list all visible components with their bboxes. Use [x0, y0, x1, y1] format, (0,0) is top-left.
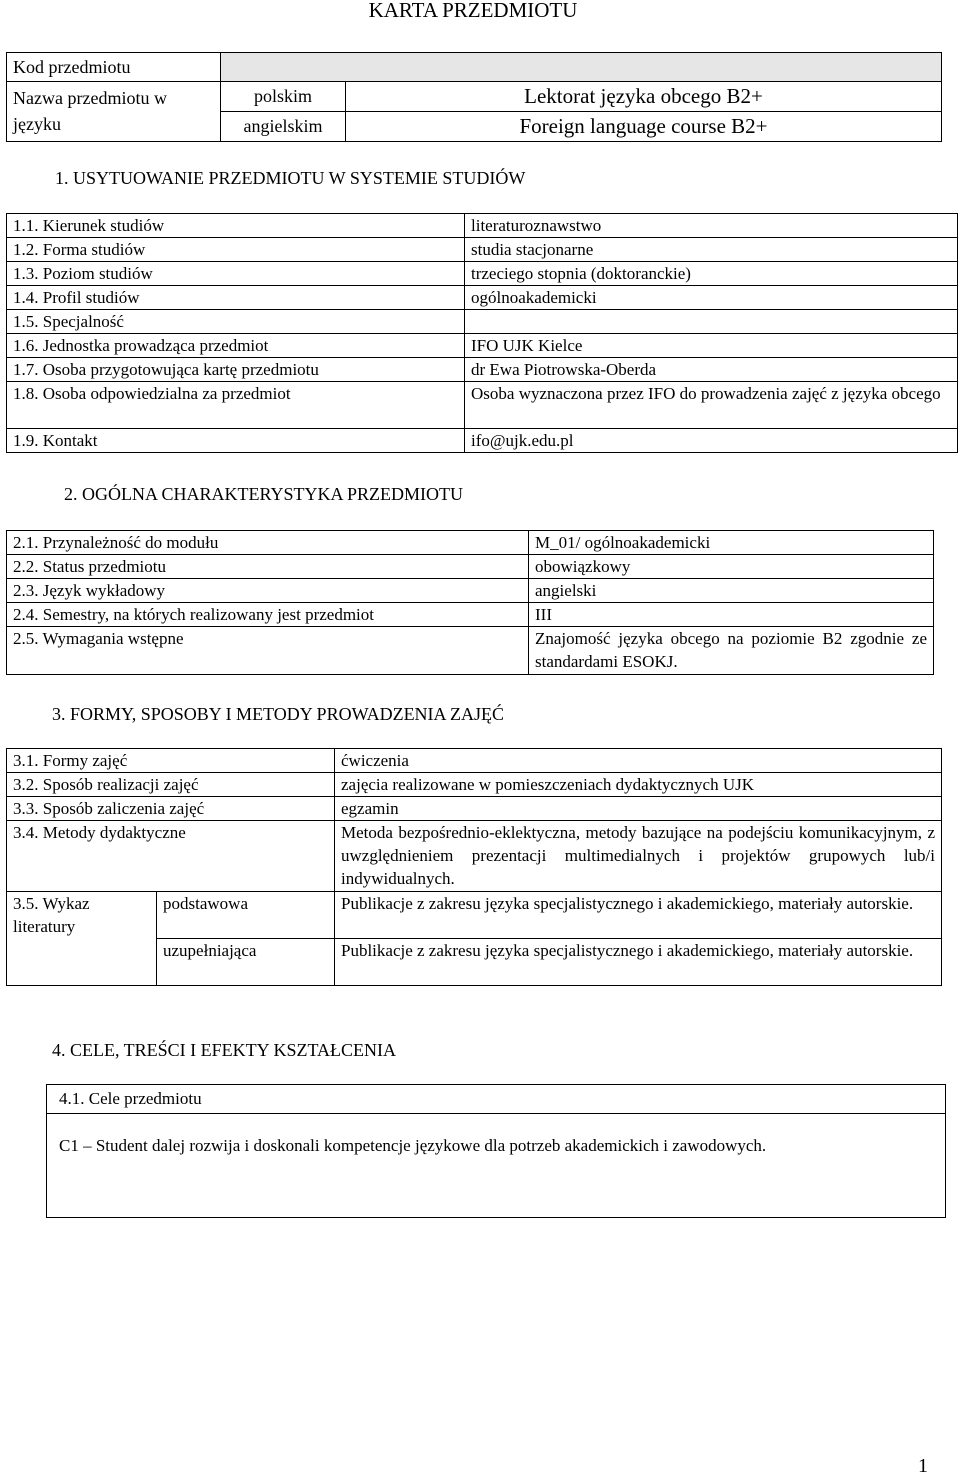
- table-row: [7, 749, 942, 773]
- table-row: [7, 334, 958, 358]
- row-label: 3.1. Formy zajęć: [7, 749, 335, 773]
- row-label: 3.4. Metody dydaktyczne: [7, 821, 335, 892]
- row-label: 1.1. Kierunek studiów: [7, 214, 465, 238]
- row-label: 1.6. Jednostka prowadząca przedmiot: [7, 334, 465, 358]
- section-1-table: [6, 213, 958, 453]
- table-row: [7, 358, 958, 382]
- row-label: 1.3. Poziom studiów: [7, 262, 465, 286]
- row-label: 1.2. Forma studiów: [7, 238, 465, 262]
- table-row: [7, 286, 958, 310]
- row-value: ogólnoakademicki: [465, 286, 958, 310]
- cele-subheading: 4.1. Cele przedmiotu: [47, 1085, 946, 1114]
- table-row: [47, 1114, 946, 1218]
- table-row: [7, 579, 934, 603]
- cele-goal: C1 – Student dalej rozwija i doskonali kompetencje językowe dla potrzeb akademickich i zawodowych.: [47, 1114, 946, 1218]
- literatura-label: 3.5. Wykaz literatury: [7, 892, 157, 986]
- lang-en: angielskim: [221, 112, 346, 142]
- row-value: literaturoznawstwo: [465, 214, 958, 238]
- row-value: Metoda bezpośrednio-eklektyczna, metody bazujące na podejściu komunikacyjnym, z uwzględnieniem prezentacji multimedialnych i projektów grupowych lub/i indywidualnych.: [335, 821, 942, 892]
- name-pl: Lektorat języka obcego B2+: [346, 82, 942, 112]
- nazwa-label: Nazwa przedmiotu w języku: [7, 82, 221, 142]
- row-value: zajęcia realizowane w pomieszczeniach dydaktycznych UJK: [335, 773, 942, 797]
- table-row: [7, 262, 958, 286]
- row-label: 1.4. Profil studiów: [7, 286, 465, 310]
- row-value: Osoba wyznaczona przez IFO do prowadzenia zajęć z języka obcego: [465, 382, 958, 429]
- kod-label: Kod przedmiotu: [7, 53, 221, 82]
- page-title: KARTA PRZEDMIOTU: [368, 0, 578, 22]
- section-2-table: [6, 530, 934, 675]
- table-row: [7, 797, 942, 821]
- section-4-table: [46, 1084, 946, 1218]
- row-value: obowiązkowy: [529, 555, 934, 579]
- row-value: egzamin: [335, 797, 942, 821]
- row-label: 1.5. Specjalność: [7, 310, 465, 334]
- row-value: [465, 310, 958, 334]
- row-value: angielski: [529, 579, 934, 603]
- row-value: IFO UJK Kielce: [465, 334, 958, 358]
- row-label: 2.3. Język wykładowy: [7, 579, 529, 603]
- row-label: 2.1. Przynależność do modułu: [7, 531, 529, 555]
- name-en: Foreign language course B2+: [346, 112, 942, 142]
- table-row: [7, 531, 934, 555]
- row-label: 3.2. Sposób realizacji zajęć: [7, 773, 335, 797]
- section-1-heading: 1. USYTUOWANIE PRZEDMIOTU W SYSTEMIE STUDIÓW: [55, 168, 526, 188]
- table-row: [7, 773, 942, 797]
- row-label: 2.5. Wymagania wstępne: [7, 627, 529, 675]
- row-value: dr Ewa Piotrowska-Oberda: [465, 358, 958, 382]
- row-value: trzeciego stopnia (doktoranckie): [465, 262, 958, 286]
- section-3-table: [6, 748, 942, 986]
- row-value: ifo@ujk.edu.pl: [465, 429, 958, 453]
- page-number: 1: [918, 1455, 928, 1477]
- row-label: 2.2. Status przedmiotu: [7, 555, 529, 579]
- row-value: III: [529, 603, 934, 627]
- table-row: [7, 555, 934, 579]
- table-row: [7, 238, 958, 262]
- row-value: studia stacjonarne: [465, 238, 958, 262]
- lang-pl: polskim: [221, 82, 346, 112]
- table-row: [47, 1085, 946, 1114]
- header-table: [6, 52, 942, 142]
- kod-value: [221, 53, 942, 82]
- table-row: [7, 821, 942, 892]
- section-2-heading: 2. OGÓLNA CHARAKTERYSTYKA PRZEDMIOTU: [64, 484, 464, 504]
- section-3-heading: 3. FORMY, SPOSOBY I METODY PROWADZENIA ZAJĘĆ: [52, 704, 505, 724]
- table-row: [7, 627, 934, 675]
- literatura-uzupelniajaca-label: uzupełniająca: [157, 939, 335, 986]
- row-label: 1.7. Osoba przygotowująca kartę przedmiotu: [7, 358, 465, 382]
- row-label: 3.3. Sposób zaliczenia zajęć: [7, 797, 335, 821]
- table-row: [7, 310, 958, 334]
- row-label: 2.4. Semestry, na których realizowany jest przedmiot: [7, 603, 529, 627]
- row-label: 1.9. Kontakt: [7, 429, 465, 453]
- literatura-uzupelniajaca-value: Publikacje z zakresu języka specjalistycznego i akademickiego, materiały autorskie.: [335, 939, 942, 986]
- table-row: [7, 429, 958, 453]
- literatura-podstawowa-label: podstawowa: [157, 892, 335, 939]
- table-row: [7, 892, 942, 939]
- table-row: [7, 382, 958, 429]
- row-value: M_01/ ogólnoakademicki: [529, 531, 934, 555]
- literatura-podstawowa-value: Publikacje z zakresu języka specjalistycznego i akademickiego, materiały autorskie.: [335, 892, 942, 939]
- table-row: [7, 603, 934, 627]
- row-label: 1.8. Osoba odpowiedzialna za przedmiot: [7, 382, 465, 429]
- table-row: [7, 214, 958, 238]
- row-value: Znajomość języka obcego na poziomie B2 zgodnie ze standardami ESOKJ.: [529, 627, 934, 675]
- row-value: ćwiczenia: [335, 749, 942, 773]
- section-4-heading: 4. CELE, TREŚCI I EFEKTY KSZTAŁCENIA: [52, 1040, 397, 1060]
